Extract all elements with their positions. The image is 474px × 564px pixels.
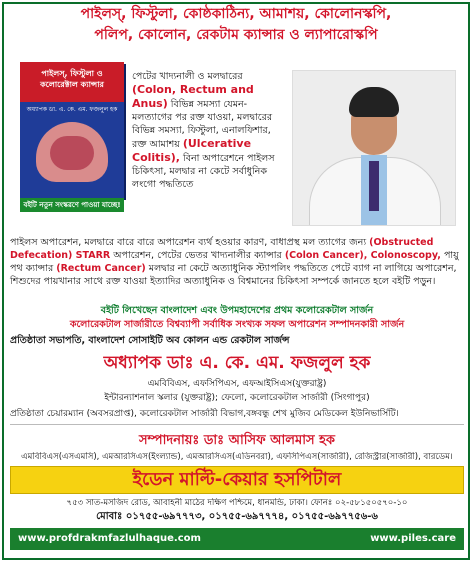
para-a: পাইলস অপারেশন, মলদ্বারে বারে বারে অপারেশন ব্যর্থ হওয়ার কারণ, বাধাপ্রস্থ মল ত্যাগের জন্য <box>10 237 367 248</box>
headline <box>4 4 468 48</box>
professor-scholarship: ইন্টারন্যাশনাল স্কলার (যুক্তরাষ্ট্র); ফেলো, কলোরেকটাল সার্জারী (সিংগাপুর) <box>104 393 370 403</box>
website-bar <box>10 528 464 550</box>
website-link-1[interactable]: www.profdrakmfazlulhaque.com <box>18 533 201 544</box>
founder-title: প্রতিষ্ঠাতা সভাপতি, বাংলাদেশ সোসাইটি অব কোলন এন্ড রেকটাল সার্জন্স <box>10 335 290 346</box>
body-paragraph <box>10 236 464 288</box>
author-statement: বইটি লিখেছেন বাংলাদেশ এবং উপমহাদেশের প্রথম কলোরেকটাল সার্জন <box>100 305 374 316</box>
professor-name: অধ্যাপক ডাঃ এ. কে. এম. ফজলুল হক <box>103 353 371 373</box>
book-new-edition-ribbon: বইটি নতুন সংস্করণে পাওয়া যাচ্ছে! <box>20 198 124 212</box>
para-colon-cancer: (Colon Cancer), Colonoscopy, <box>284 250 441 261</box>
book-author: অধ্যাপক ডা. এ. কে. এম. ফজলুল হক <box>26 106 118 113</box>
book-cover-image <box>20 62 124 198</box>
headline-line-1: পাইলস্, ফিস্টুলা, কোষ্ঠকাঠিন্য, আমাশয়, কোলোনস্কপি, <box>80 6 392 22</box>
doctor-photo <box>292 70 456 226</box>
intro-text-5: বিনা অপারেশনে পাইলস চিকিৎসা, মলদ্বার না কেটে সর্বাধুনিক লংগো পদ্ধতিতে <box>132 153 275 190</box>
hospital-mobile: মোবাঃ ০১৭৫৫-৬৯৭৭৭৩, ০১৭৫৫-৬৯৭৭৭৪, ০১৭৫৫-৬৯৭৭৫৬-৬ <box>96 511 378 522</box>
intro-text-1: পেটের খাদ্যনালী ও মলদ্বারের <box>132 71 243 82</box>
photo-tie <box>369 161 379 211</box>
intro-highlight-colon-rectum-anus: (Colon, Rectum and Anus) <box>132 83 254 110</box>
headline-line-2: পলিপ, কোলোন, রেকটাম ক্যান্সার ও ল্যাপারোস্কপি <box>94 27 378 43</box>
hospital-banner: ইডেন মাল্টি-কেয়ার হসপিটাল <box>10 466 464 494</box>
book-anatomy-detail <box>50 136 94 170</box>
editor-degrees: এমবিবিএস(এসএমসি), এমআরসিএস(ইংল্যান্ড), এমআরসিএস(এডিনবরা), এফসিপিএস(সার্জারী), রেজিস্ট্রার(সার্জারী), বারডেম। <box>21 452 453 462</box>
website-link-2[interactable]: www.piles.care <box>370 533 456 544</box>
professor-position: প্রতিষ্ঠাতা চেয়ারম্যান (অবসরপ্রাপ্ত), কলোরেকটাল সার্জারী বিভাগ,বঙ্গবন্ধু শেখ মুজিব মেডিকেল ইউনিভার্সিটি। <box>10 409 399 419</box>
editor-name: সম্পাদনায়ঃ ডাঃ আসিফ আলমাস হক <box>138 433 336 448</box>
para-c: অপারেশন, পেটের ভেতর খাদ্যনালীর ক্যান্সার <box>113 250 282 261</box>
intro-text <box>132 70 282 191</box>
divider <box>10 424 464 425</box>
intro-text-3: বিভিন্ন সমস্যা যেমন- মলত্যাগের পর রক্ত যাওয়া, মলদ্বারের বিভিন্ন সমস্যা, ফিস্টুলা, এনালফিশার, রক্ত আমাশয় <box>132 99 273 150</box>
surgeon-achievement: কলোরেকটাল সার্জারীতে বিশ্বব্যাপী সর্বাধিক সংখ্যক সফল অপারেশন সম্পাদনকারী সার্জন <box>69 319 405 330</box>
hospital-address: ৭৫৩ সাত-মসজিদ রোড, আবাহনী মাঠের দক্ষিণ পশ্চিমে, ধানমন্ডি, ঢাকা। ফোনঃ ০২-৫৮১৫০৫৭০-১০ <box>66 498 408 508</box>
para-obstructed-defecation: (Obstructed Defecation) STARR <box>10 237 434 261</box>
para-e: পায়ু পথ ক্যান্সার <box>10 250 459 274</box>
para-rectum-cancer: (Rectum Cancer) <box>56 263 146 274</box>
professor-degrees: এমবিবিএস, এফসিপিএস, এফআইসিএস(যুক্তরাষ্ট্র) <box>147 379 327 389</box>
para-g: মলদ্বার না কেটে অত্যাধুনিক স্ট্যাপলিং পদ্ধতিতে পেটে ব্যাগ না লাগিয়ে অপারেশন, শিশুদের পায়খানার সাথে রক্ত যাওয়া ইত্যাদির অত্যাধুনিক ও বিশ্বমানের চিকিৎসা সম্পর্কে জানতে হলে বইটি পড়ুন। <box>10 263 457 287</box>
intro-highlight-ulcerative-colitis: (Ulcerative Colitis), <box>132 137 252 164</box>
book-title: পাইলস্, ফিস্টুলা ও কলোরেক্টাল ক্যান্সার <box>40 69 104 89</box>
photo-hair <box>349 87 399 117</box>
